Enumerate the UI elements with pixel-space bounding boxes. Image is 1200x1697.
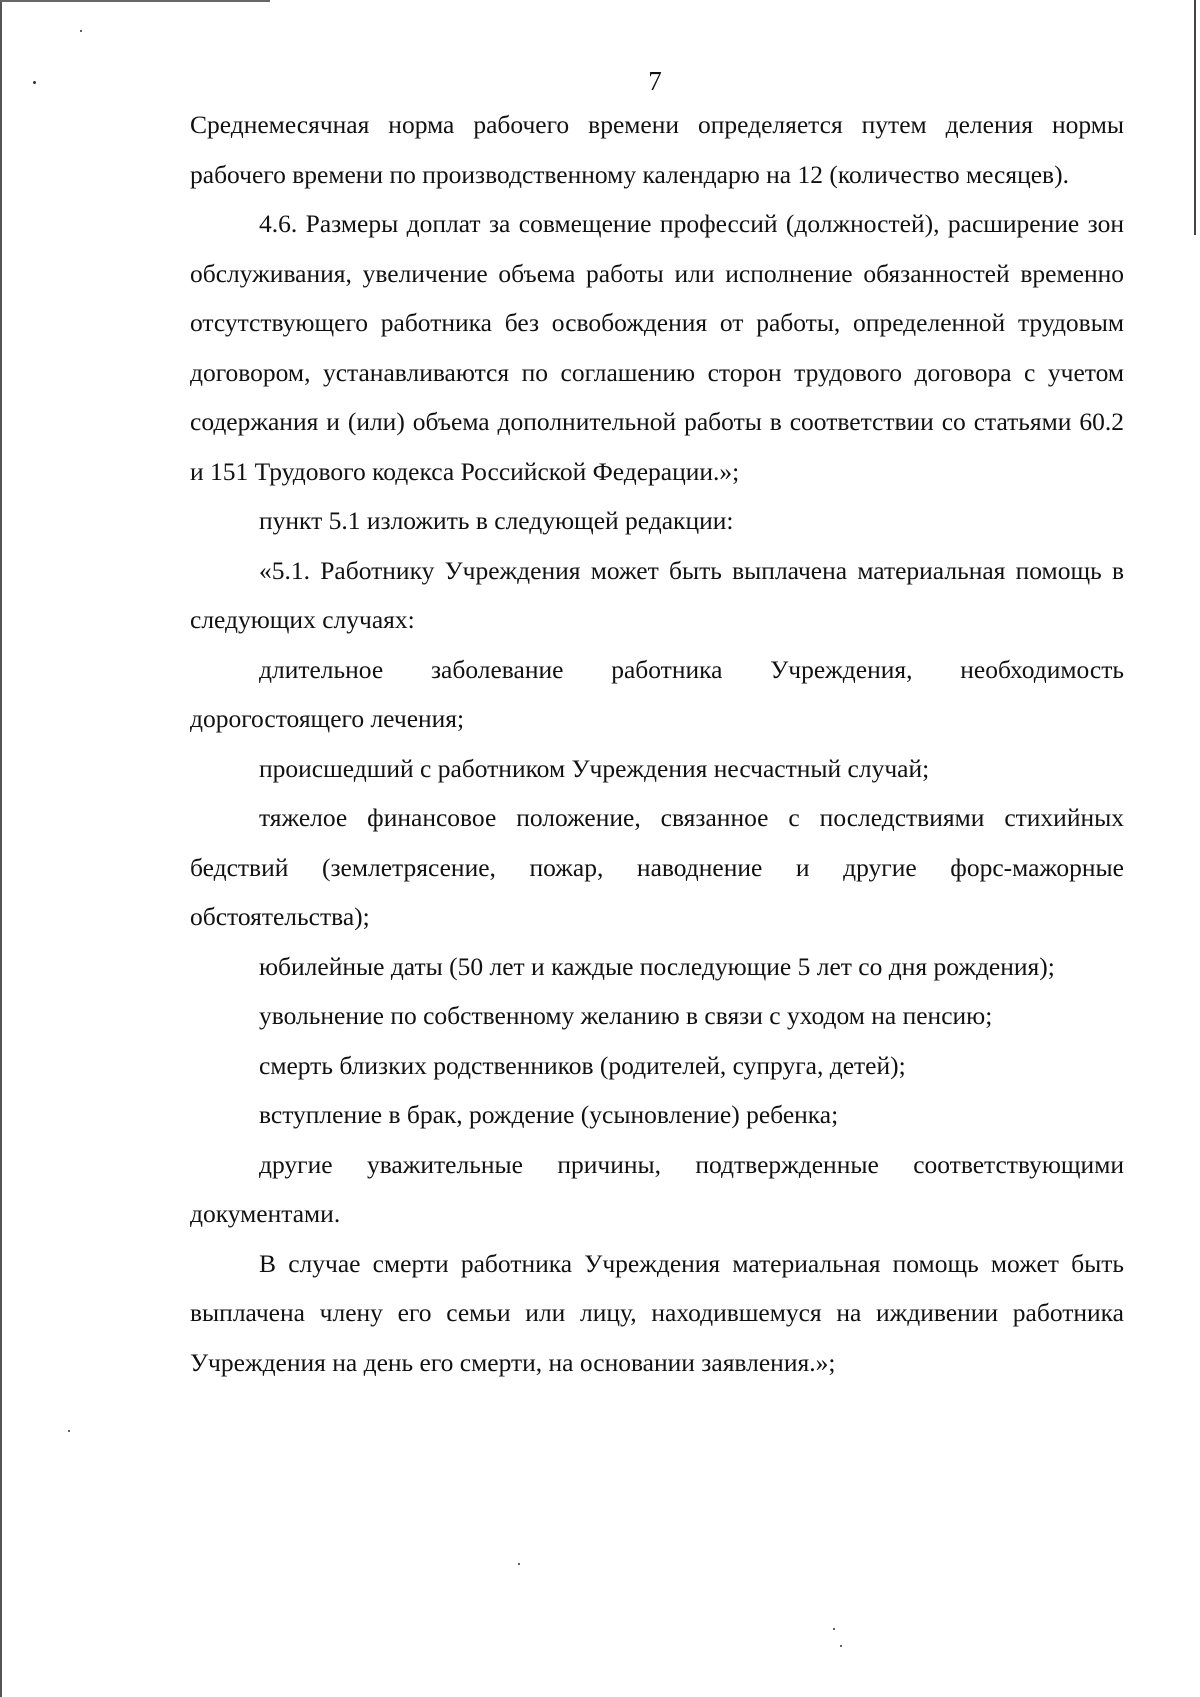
paragraph: юбилейные даты (50 лет и каждые последующие 5 лет со дня рождения);	[259, 951, 1055, 981]
paragraph: тяжелое финансовое положение, связанное с последствиями стихийных бедствий (землетрясение, пожар, наводнение и другие форс-мажорные обстоятельства);	[190, 803, 1124, 931]
paragraph: вступление в брак, рождение (усыновление) ребенка;	[259, 1100, 839, 1129]
scan-border-right	[1194, 0, 1196, 235]
paragraph: увольнение по собственному желанию в связи с уходом на пенсию;	[259, 1001, 993, 1030]
paragraph: «5.1. Работнику Учреждения может быть выплачена материальная помощь в следующих случаях:	[190, 555, 1124, 634]
page-number: 7	[648, 66, 662, 96]
scan-border-left	[0, 0, 2, 1697]
paragraph: другие уважительные причины, подтвержденные соответствующими документами.	[190, 1149, 1124, 1228]
scan-speck	[840, 1645, 842, 1647]
paragraph: длительное заболевание работника Учреждения, необходимость дорогостоящего лечения;	[190, 654, 1124, 733]
scan-speck	[518, 1563, 520, 1565]
scan-speck	[833, 1628, 835, 1630]
paragraph: В случае смерти работника Учреждения материальная помощь может быть выплачена члену его семьи или лицу, находившемуся на иждивении работника Учреждения на день его смерти, на основании заявления.»;	[190, 1248, 1124, 1377]
paragraph: 4.6. Размеры доплат за совмещение профессий (должностей), расширение зон обслуживания, увеличение объема работы или исполнение обязанностей временно отсутствующего работника без освобождения от работы, определенной трудовым договором, устанавливаются по соглашению сторон трудового договора с учетом содержания и (или) объема дополнительной работы в соответствии со статьями 60.2 и 151 Трудового кодекса Российской Федерации.»;	[190, 209, 1124, 486]
scan-border-top	[0, 0, 270, 2]
paragraph: пункт 5.1 изложить в следующей редакции:	[259, 506, 734, 535]
document-body	[190, 100, 1124, 1387]
paragraph: Среднемесячная норма рабочего времени определяется путем деления нормы рабочего времени по производственному календарю на 12 (количество месяцев).	[190, 110, 1124, 189]
paragraph: происшедший с работником Учреждения несчастный случай;	[259, 753, 930, 783]
paragraph: смерть близких родственников (родителей, супруга, детей);	[259, 1050, 906, 1080]
scan-speck	[68, 1430, 70, 1432]
scan-speck	[80, 30, 82, 32]
